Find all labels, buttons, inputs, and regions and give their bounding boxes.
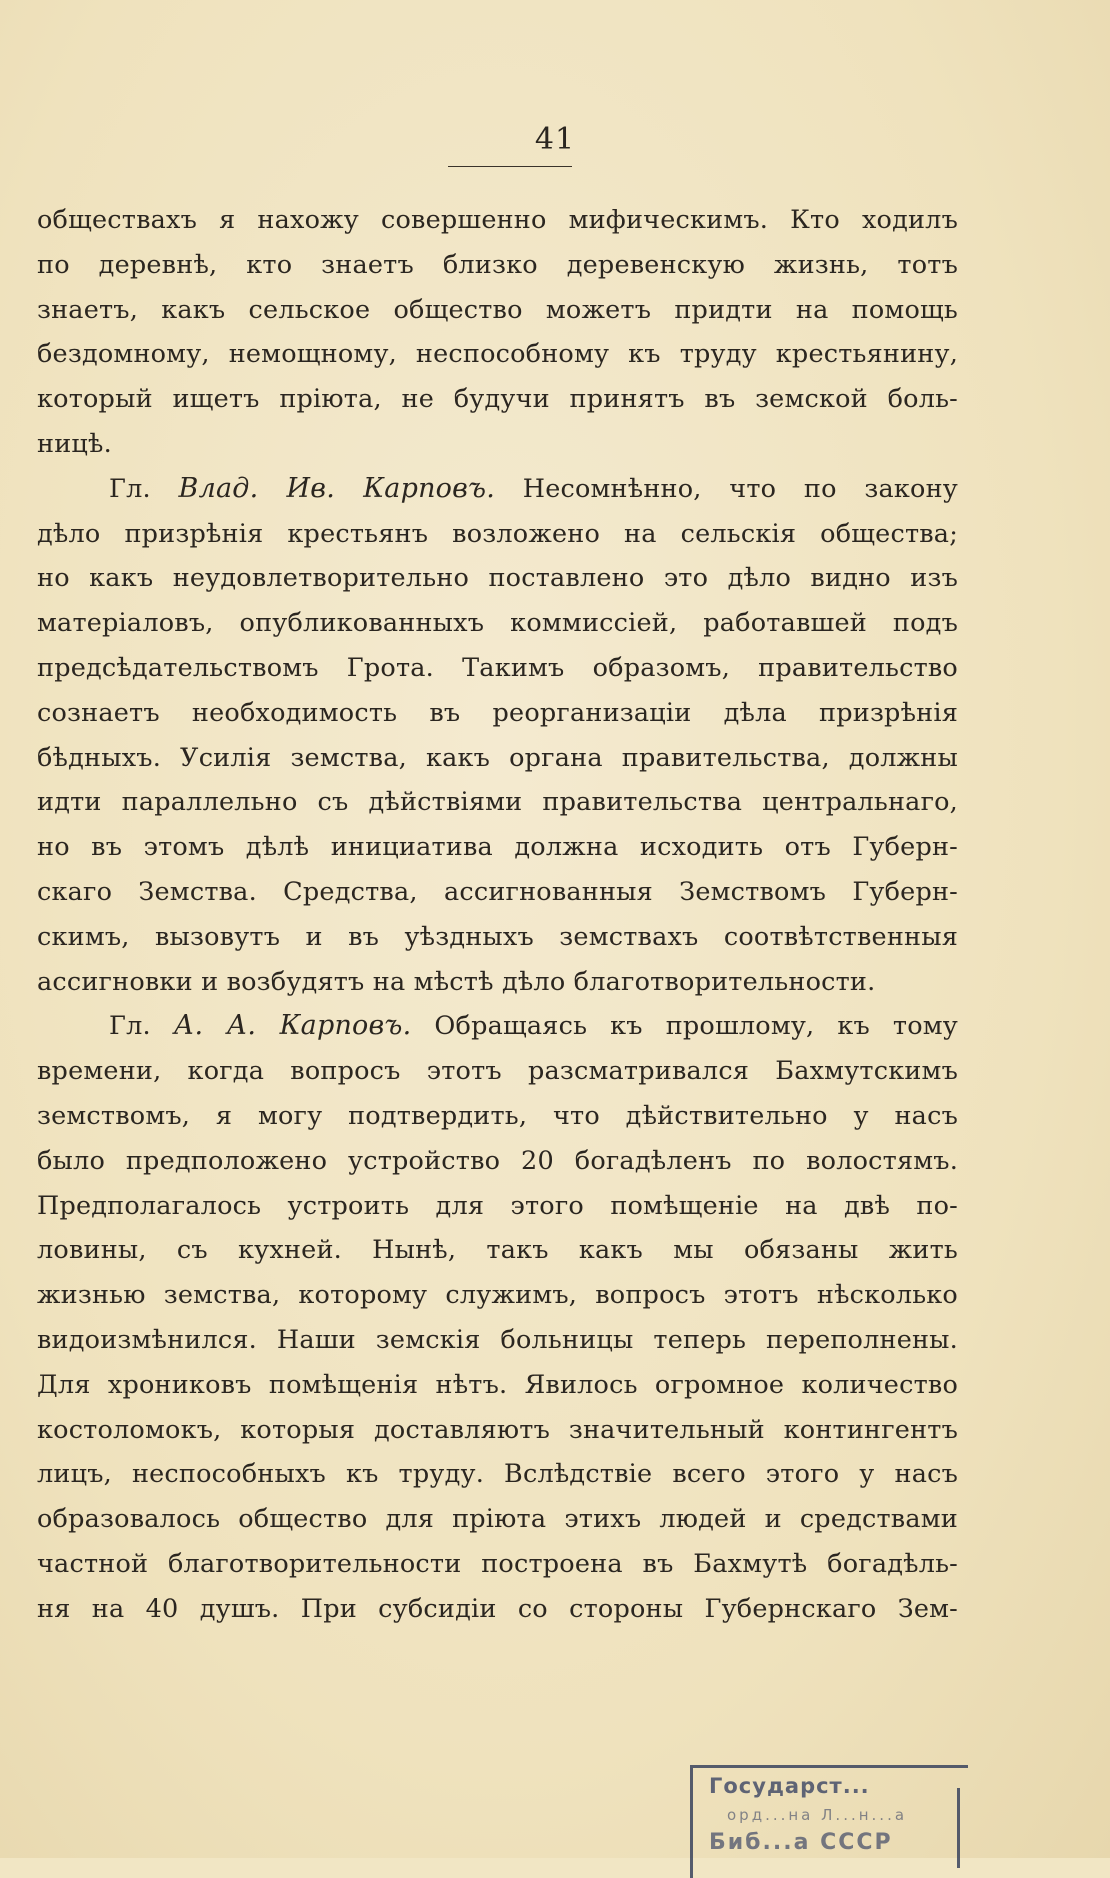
text-line: лицъ, неспособныхъ къ труду. Вслѣдствiе всего этого у насъ [37,1459,958,1490]
page-number: 41 [534,122,576,157]
text-line: обществахъ я нахожу совершенно мифическимъ. Кто ходилъ [37,205,958,235]
text-line: дѣло призрѣнiя крестьянъ возложено на сельскiя общества; [37,518,958,549]
speaker-line [37,467,958,512]
text-line: земствомъ, я могу подтвердить, что дѣйствительно у насъ [37,1100,958,1131]
body-text [37,198,958,1632]
speaker-name: А. А. Карповъ. [173,1010,412,1042]
text-line: видоизмѣнился. Наши земскiя больницы теперь переполнены. [37,1324,958,1355]
text-line: Для хрониковъ помѣщенiя нѣтъ. Явилось огромное количество [37,1369,958,1400]
speaker-line-text: Несомнѣнно, что по закону [522,473,958,504]
text-line: бѣдныхъ. Усилiя земства, какъ органа правительства, должны [37,742,958,773]
text-line: бездомному, немощному, неспособному къ труду крестьянину, [37,339,958,370]
stamp-line: Биб...а СССР [709,1830,893,1855]
text-line: времени, когда вопросъ этотъ разсматривался Бахмутскимъ [37,1056,958,1087]
text-line: но какъ неудовлетворительно поставлено это дѣло видно изъ [37,563,958,594]
speaker-name: Влад. Ив. Карповъ. [178,472,496,504]
text-line: матерiаловъ, опубликованныхъ коммиссiей, работавшей подъ [37,608,958,639]
speaker-line-text: Обращаясь къ прошлому, къ тому [434,1011,958,1042]
text-line: знаетъ, какъ сельское общество можетъ придти на помощь [37,294,958,325]
text-line: скаго Земства. Средства, ассигнованныя Земствомъ Губерн- [37,876,958,907]
stamp-line: Государст... [709,1774,870,1798]
page-number-rule [448,166,572,167]
text-line: костоломокъ, которыя доставляютъ значительный контингентъ [37,1414,958,1445]
text-line: идти параллельно съ дѣйствiями правительства центральнаго, [37,787,958,818]
text-line: ассигновки и возбудятъ на мѣстѣ дѣло благотворительности. [37,966,876,997]
text-line: ловины, съ кухней. Нынѣ, такъ какъ мы обязаны жить [37,1235,958,1266]
text-line: но въ этомъ дѣлѣ инициатива должна исходить отъ Губерн- [37,832,958,863]
stamp-line: орд...на Л...н...а [727,1806,908,1824]
speaker-prefix: Гл. [109,473,151,504]
text-line: было предположено устройство 20 богадѣленъ по волостямъ. [37,1145,958,1176]
text-line: сознаетъ необходимость въ реорганизацiи дѣла призрѣнiя [37,697,958,728]
text-line: ницѣ. [37,428,112,459]
text-line: образовалось общество для прiюта этихъ людей и средствами [37,1504,958,1535]
text-line: который ищетъ прiюта, не будучи принятъ въ земской боль- [37,384,958,415]
stamp-border [957,1788,960,1868]
text-line: ня на 40 душъ. При субсидiи со стороны Губернскаго Зем- [37,1593,958,1624]
text-line: скимъ, вызовутъ и въ уѣздныхъ земствахъ соотвѣтственныя [37,921,958,952]
speaker-line [37,1004,958,1049]
text-line: предсѣдательствомъ Грота. Такимъ образомъ, правительство [37,652,958,683]
text-line: Предполагалось устроить для этого помѣщенiе на двѣ по- [37,1190,958,1221]
text-line: частной благотворительности построена въ Бахмутѣ богадѣль- [37,1548,958,1579]
speaker-prefix: Гл. [109,1011,151,1042]
text-line: жизнью земства, которому служимъ, вопросъ этотъ нѣсколько [37,1280,958,1311]
library-stamp [690,1765,968,1878]
text-line: по деревнѣ, кто знаетъ близко деревенскую жизнь, тотъ [37,249,958,280]
